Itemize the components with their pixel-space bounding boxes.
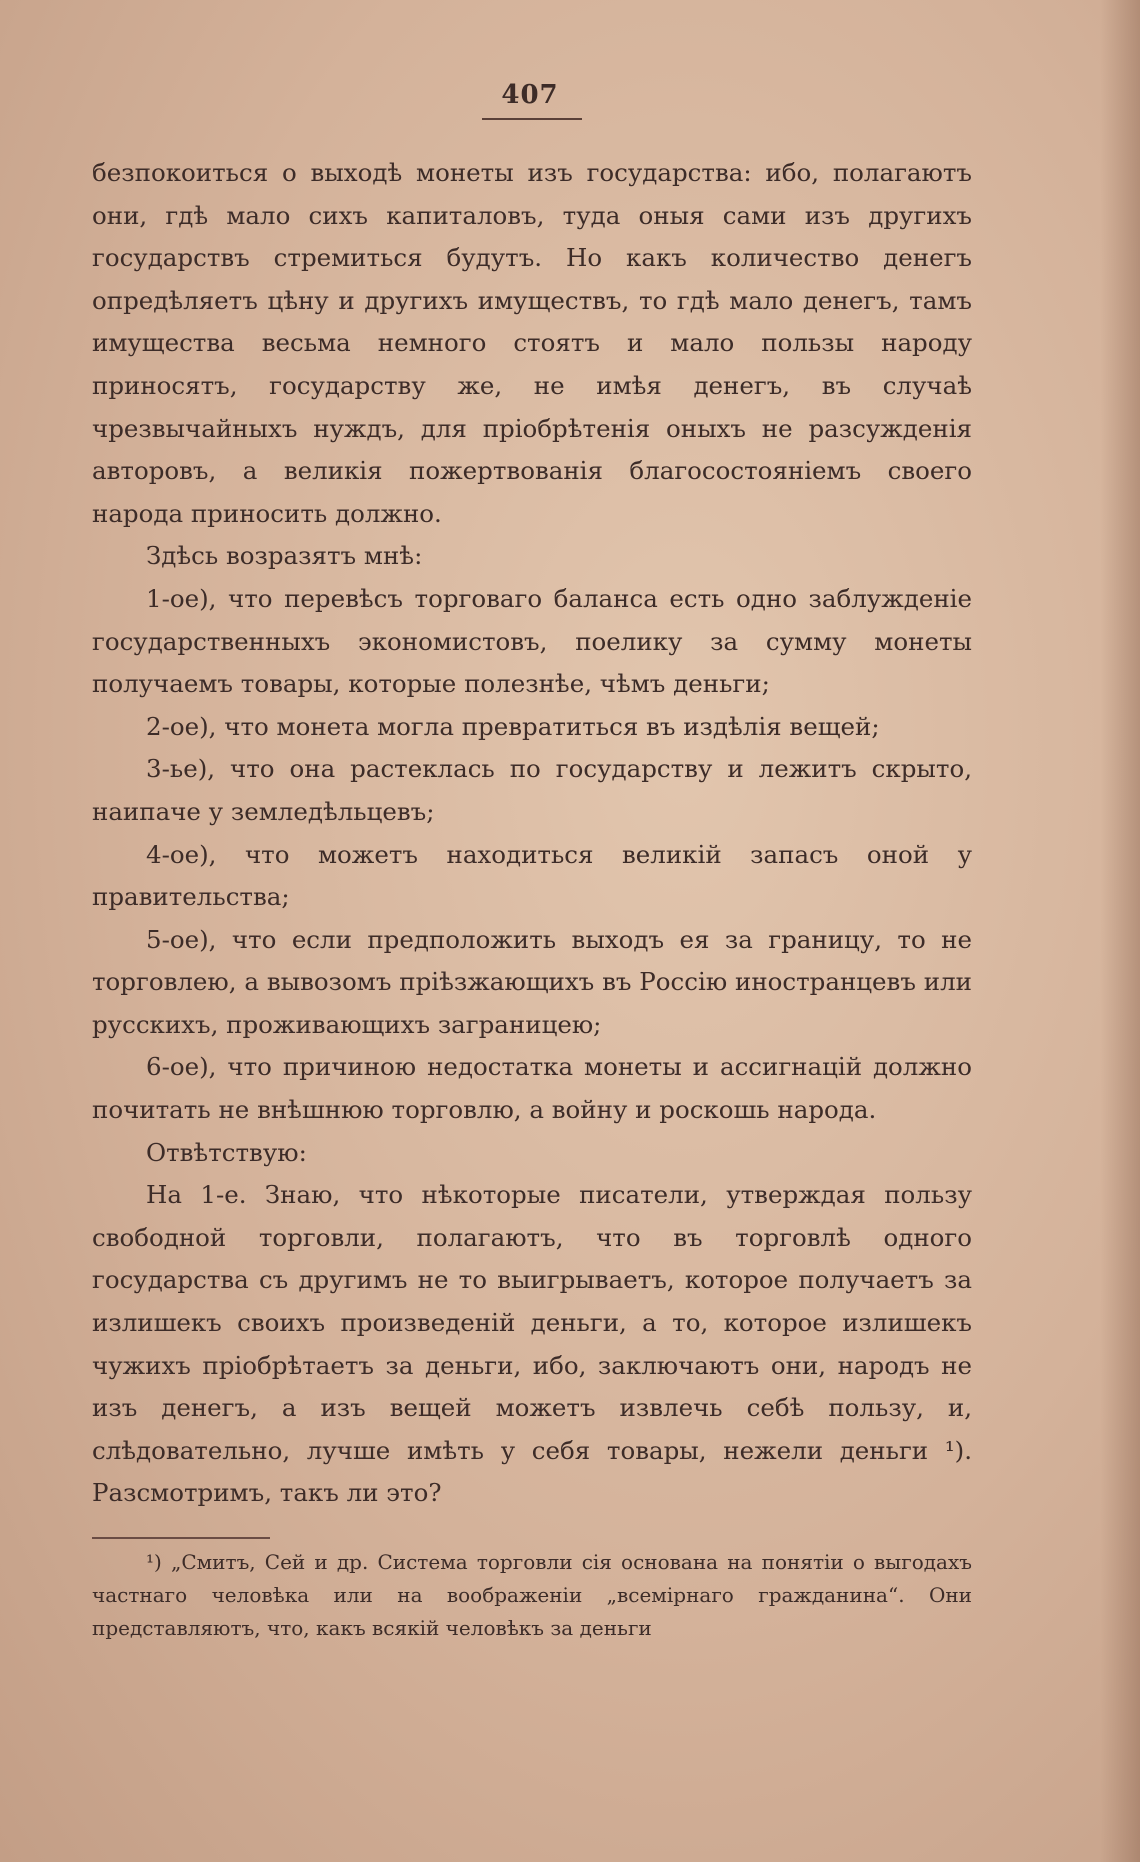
footnote: ¹) „Смитъ, Сей и др. Система торговли сія основана на понятіи о выгодахъ частнаго человѣка или на воображеніи „всемірнаго гражданина“. Они представляютъ, что, какъ всякій человѣкъ за деньги — [92, 1550, 972, 1640]
page-edge-shadow — [1100, 0, 1140, 1862]
paragraph: 4-ое), что можетъ находиться великій запасъ оной у правительства; — [92, 839, 972, 912]
paragraph: 6-ое), что причиною недостатка монеты и ассигнацій должно почитать не внѣшнюю торговлю, а войну и роскошь народа. — [92, 1052, 972, 1125]
main-text — [92, 152, 972, 1515]
paragraph: 2-ое), что монета могла превратиться въ издѣлія вещей; — [146, 711, 880, 741]
paragraph: Здѣсь возразятъ мнѣ: — [146, 541, 423, 571]
paragraph: На 1-е. Знаю, что нѣкоторые писатели, утверждая пользу свободной торговли, полагаютъ, что въ торговлѣ одного государства съ другимъ не то выигрываетъ, которое получаетъ за излишекъ своихъ произведеній деньги, а то, которое излишекъ чужихъ пріобрѣтаетъ за деньги, ибо, заключаютъ они, народъ не изъ денегъ, а изъ вещей можетъ извлечь себѣ пользу, и, слѣдовательно, лучше имѣть у себя товары, нежели деньги ¹). Разсмотримъ, такъ ли это? — [92, 1180, 972, 1508]
paragraph: 1-ое), что перевѣсъ торговаго баланса есть одно заблужденіе государственныхъ экономистовъ, поелику за сумму монеты получаемъ товары, которые полезнѣе, чѣмъ деньги; — [92, 583, 972, 699]
footnote-rule — [92, 1537, 270, 1539]
paragraph: 5-ое), что если предположить выходъ ея за границу, то не торговлею, а вывозомъ пріѣзжающихъ въ Россію иностранцевъ или русскихъ, проживающихъ заграницею; — [92, 924, 972, 1039]
page-number: 407 — [501, 80, 559, 110]
paragraph: безпокоиться о выходѣ монеты изъ государства: ибо, полагаютъ они, гдѣ мало сихъ капиталовъ, туда оныя сами изъ другихъ государствъ стремиться будутъ. Но какъ количество денегъ опредѣляетъ цѣну и другихъ имуществъ, то гдѣ мало денегъ, тамъ имущества весьма немного стоятъ и мало пользы народу приносятъ, государству же, не имѣя денегъ, въ случаѣ чрезвычайныхъ нуждъ, для пріобрѣтенія оныхъ не разсужденія авторовъ, а великія пожертвованія благосостояніемъ своего народа приносить должно. — [92, 158, 972, 528]
page-number-rule — [482, 118, 582, 120]
paragraph: 3-ье), что она растеклась по государству и лежитъ скрыто, наипаче у земледѣльцевъ; — [92, 754, 972, 826]
paragraph: Отвѣтствую: — [146, 1137, 307, 1167]
